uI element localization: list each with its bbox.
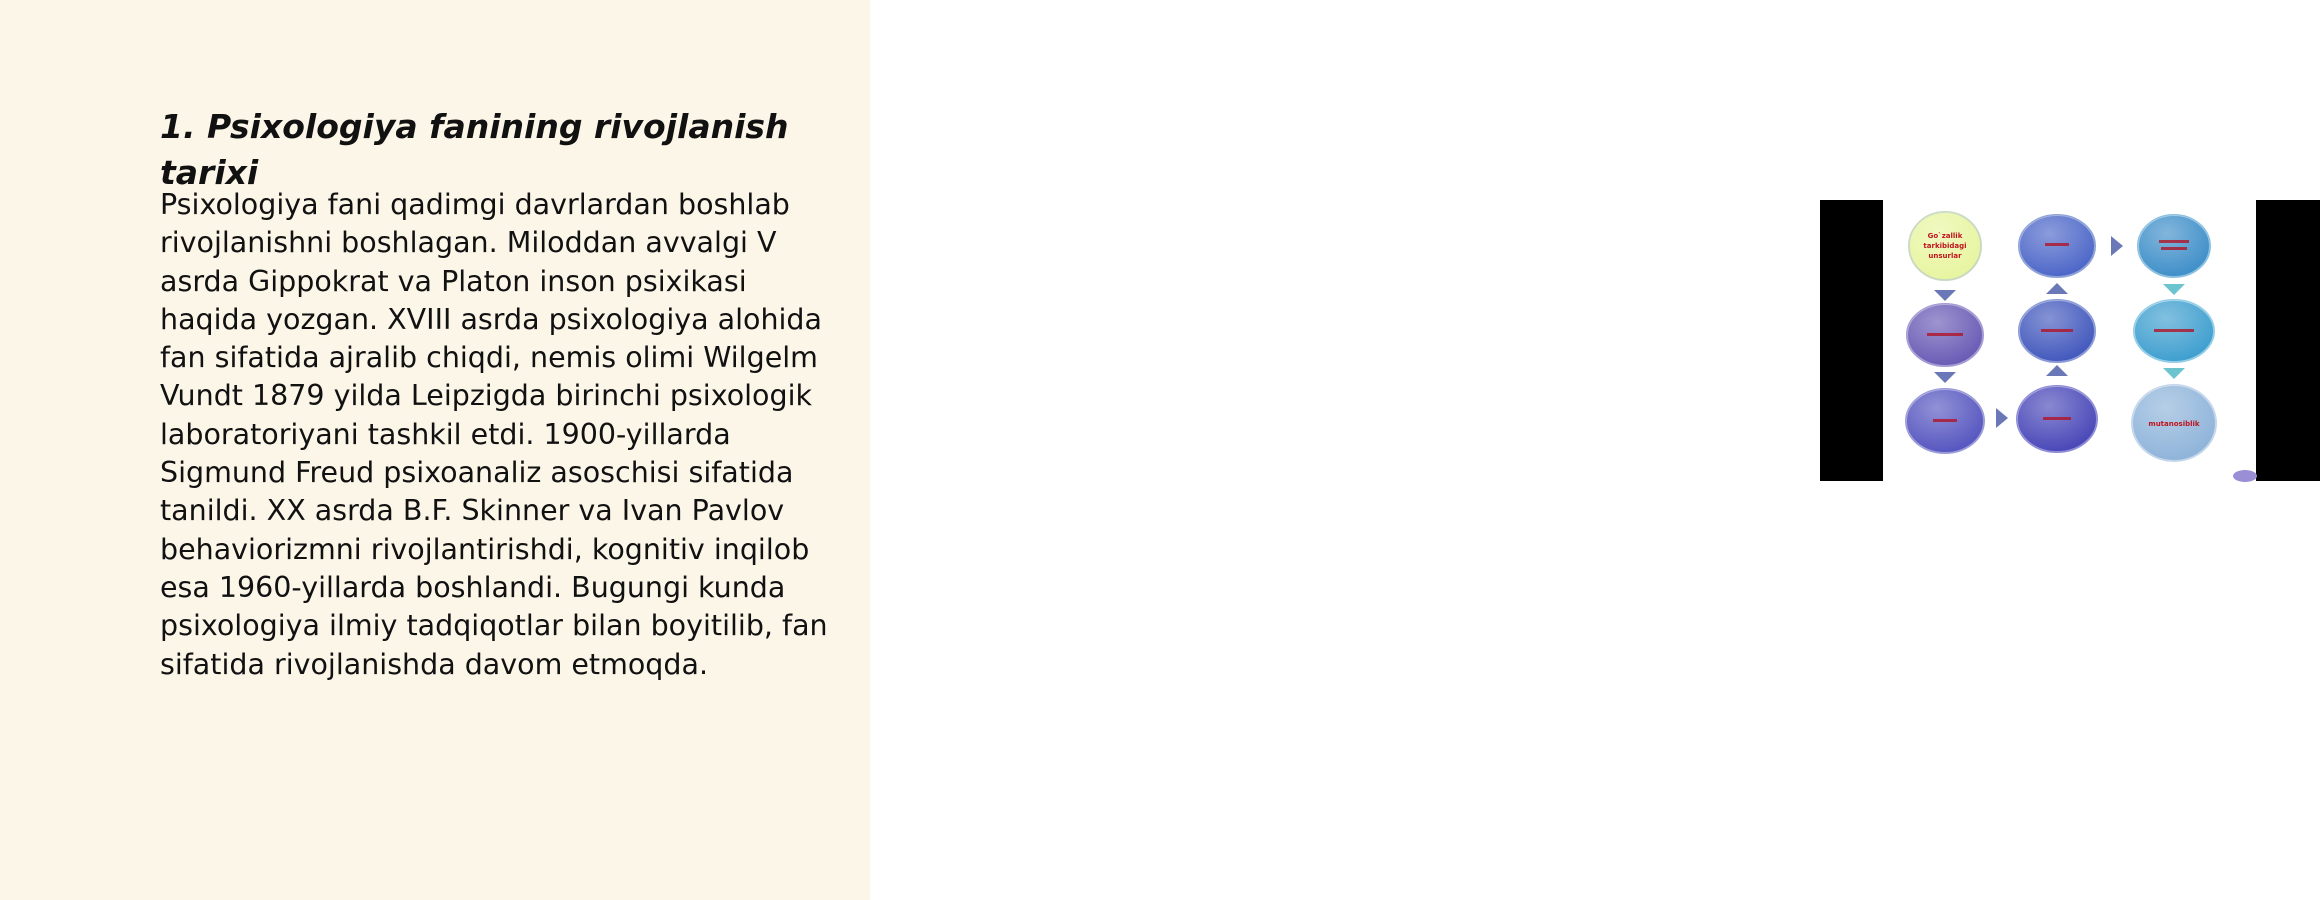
- arrow-down-icon: [1934, 290, 1956, 301]
- arrow-down-icon: [2163, 368, 2185, 379]
- text-panel: [0, 0, 870, 900]
- diagram-picture: [1820, 200, 2320, 481]
- svg-text:Go`zallik: Go`zallik: [1927, 232, 1963, 240]
- diagram-node: [2019, 215, 2095, 277]
- svg-text:tarkibidagi: tarkibidagi: [1923, 242, 1967, 250]
- diagram-node: [1907, 304, 1983, 366]
- svg-text:mutanosiblik: mutanosiblik: [2148, 420, 2200, 428]
- arrow-down-icon: [2163, 284, 2185, 295]
- diagram-canvas: [1883, 200, 2256, 481]
- image-panel: [870, 0, 2200, 900]
- slide-body-text: Psixologiya fani qadimgi davrlardan boshlab rivojlanishni boshlagan. Miloddan avvalgi V asrda Gippokrat va Platon inson psixikasi haqida yozgan. XVIII asrda psixologiya alohida fan sifatida ajralib chiqdi, nemis olimi Wilgelm Vundt 1879 yilda Leipzigda birinchi psixologik laboratoriyani tashkil etdi. 1900-yillarda Sigmund Freud psixoanaliz asoschisi sifatida tanildi. XX asrda B.F. Skinner va Ivan Pavlov behaviorizmni rivojlantirishdi, kognitiv inqilob esa 1960-yillarda boshlandi. Bugungi kunda psixologiya ilmiy tadqiqotlar bilan boyitilib, fan sifatida rivojlanishda davom etmoqda.: [160, 188, 828, 681]
- arrow-up-icon: [2046, 365, 2068, 376]
- corner-ornament: [2233, 470, 2257, 482]
- svg-text:unsurlar: unsurlar: [1928, 252, 1962, 260]
- diagram-node: [1909, 212, 1981, 280]
- slide-title: 1. Psixologiya fanining rivojlanish tarixi: [160, 107, 789, 192]
- arrow-right-icon: [2111, 236, 2123, 256]
- diagram-node: [2138, 215, 2210, 277]
- arrow-right-icon: [1996, 408, 2008, 428]
- diagram-node: [2134, 300, 2214, 362]
- diagram-node: [2132, 385, 2216, 461]
- diagram-node: [2019, 300, 2095, 362]
- arrow-up-icon: [2046, 283, 2068, 294]
- diagram-node: [2017, 386, 2097, 452]
- arrow-down-icon: [1934, 372, 1956, 383]
- diagram-node: [1906, 389, 1984, 453]
